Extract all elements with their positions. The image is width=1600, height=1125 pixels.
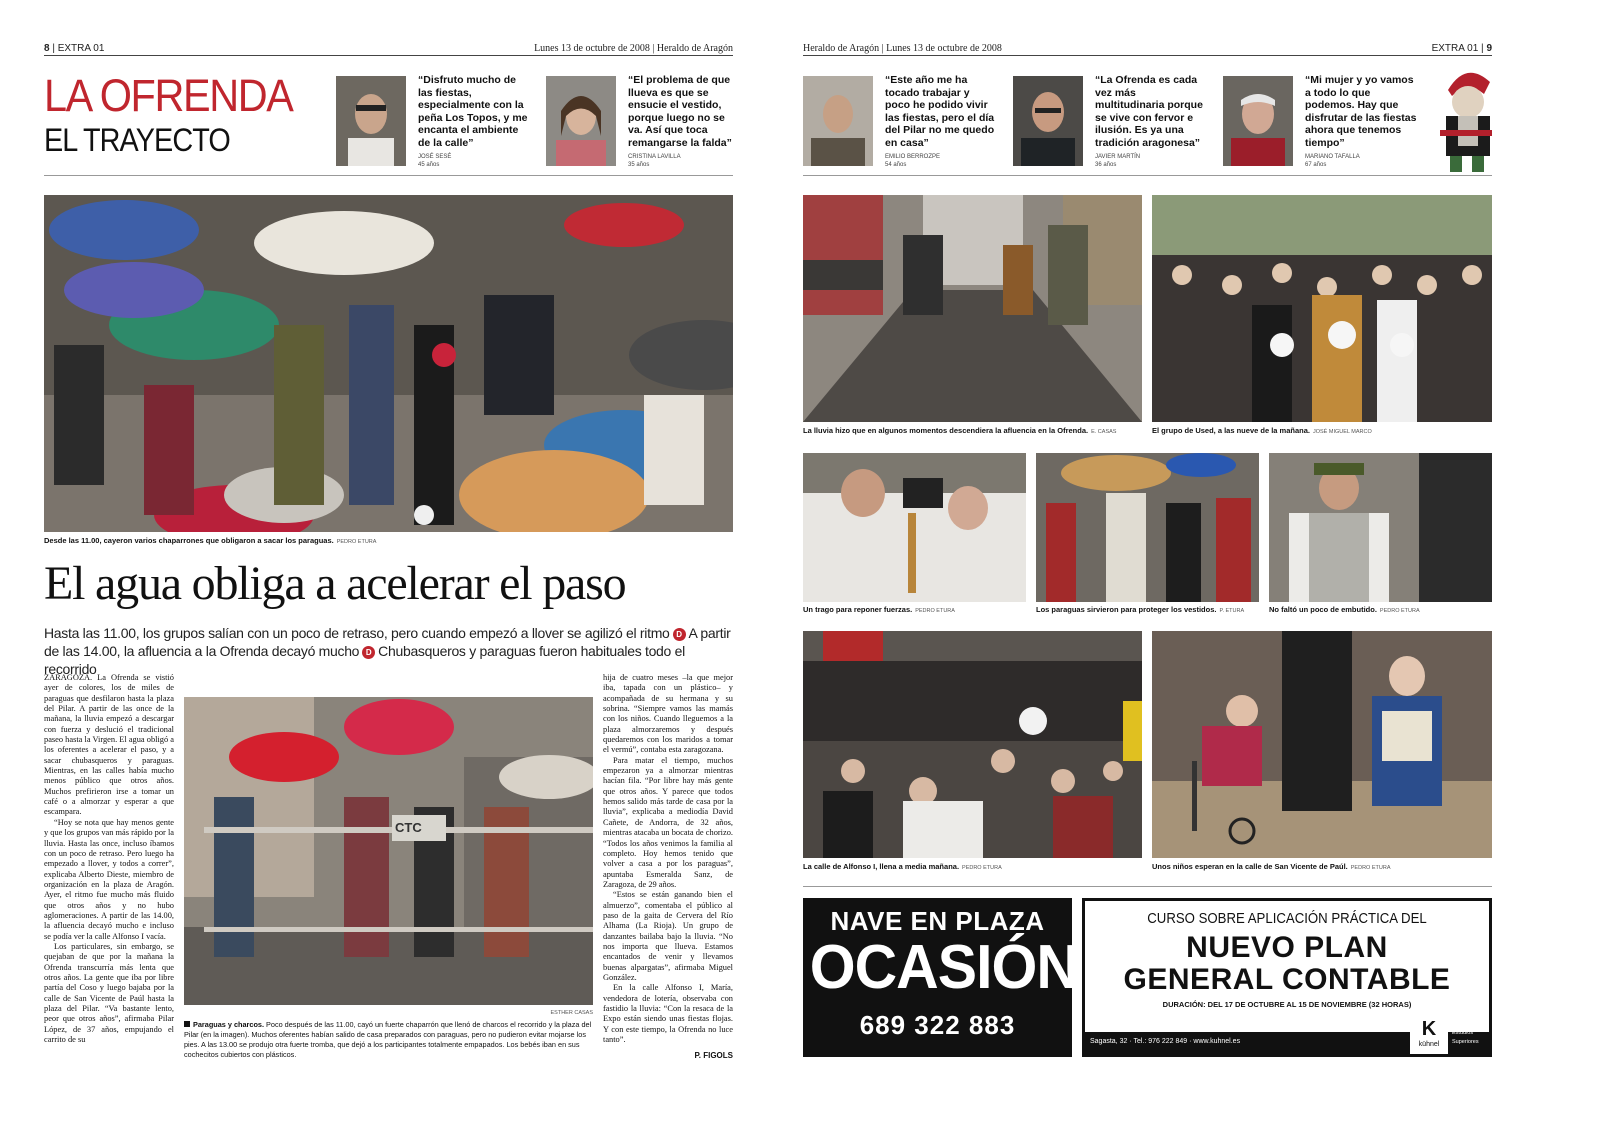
quote-author: EMILIO BERROZPE 54 años bbox=[885, 154, 941, 168]
quote-text: “El problema de que llueva es que se ensucie el vestido, porque luego no se va. Así que toca remangarse la falda” bbox=[628, 74, 732, 149]
right-folio: EXTRA 01 | 9 bbox=[1431, 43, 1492, 54]
article-paragraph: En la calle Alfonso I, María, vendedora de lotería, observaba con fastidio la lluvia: “Con la resaca de la Expo están siendo unas fiestas flojas. Y con este tiempo, la Ofrenda no luce tanto”. bbox=[603, 983, 733, 1045]
article-paragraph: Los particulares, sin embargo, se quejaban de que por la mañana la Ofrenda transcurría más lenta que otros años. La gente que iba por libre partía del Coso y luego bajaba por la calle de San Vicente de Paúl hasta la plaza del Pilar. “Va bastante lento, peor que otros años”, afirmaba Pilar López, de 37 años, empujando el carrito de su bbox=[44, 941, 174, 1045]
quote-author: JOSÉ SESÉ 45 años bbox=[418, 154, 452, 168]
d-bullet-icon: D bbox=[673, 628, 686, 641]
photo-umbrellas-dresses bbox=[1036, 453, 1259, 602]
d-bullet-icon: D bbox=[362, 646, 375, 659]
headline: El agua obliga a acelerar el paso bbox=[44, 557, 626, 610]
deck-line-3: Chubasqueros y paraguas fueron habituales todo el recorrido bbox=[44, 643, 685, 677]
portrait-mariano-tafalla bbox=[1223, 76, 1293, 166]
kuhnel-k-icon: K bbox=[1421, 1018, 1437, 1040]
article-column-1 bbox=[44, 673, 174, 1063]
article-paragraph: ZARAGOZA. La Ofrenda se vistió ayer de colores, los de miles de paraguas que desfilaron hasta la plaza del Pilar. A partir de las once de la mañana, la lluvia empezó a descargar con fuerza y deslució el tradicional paseo hasta la Virgen. El agua obligó a los oferentes a acelerar el paso, y a sacar chubasqueros y paraguas. Mientras, en las calles había mucho menos público que otros años. Muchos prefirieron irse a tomar un café o a almorzar y esperar a que escampara. bbox=[44, 673, 174, 817]
photo-caption: Unos niños esperan en la calle de San Vicente de Paúl. PEDRO ETURA bbox=[1152, 862, 1391, 871]
left-folio: 8 | EXTRA 01 bbox=[44, 43, 105, 54]
portrait-javier-martin bbox=[1013, 76, 1083, 166]
ad1-phone: 689 322 883 bbox=[859, 1010, 1016, 1040]
article-paragraph: hija de cuatro meses –la que mejor iba, tapada con un plástico– y acompañada de su hermana y su sobrina. “Siempre vamos las mamás con los niños. Cuando lleguemos a la plaza almorzaremos y después quedaremos con los maridos a tomar el vermú”, contaba esta zaragozana. bbox=[603, 673, 733, 755]
left-folio-date: Lunes 13 de octubre de 2008 | Heraldo de Aragón bbox=[534, 43, 733, 54]
ctc-sign: CTC bbox=[395, 820, 422, 835]
left-divider bbox=[44, 175, 733, 176]
ad2-contact: Sagasta, 32 · Tel.: 976 222 849 · www.kuhnel.es bbox=[1090, 1038, 1241, 1045]
square-bullet-icon bbox=[184, 1021, 190, 1027]
inner-photo-caption: Paraguas y charcos. Poco después de las 11.00, cayó un fuerte chaparrón que llenó de charcos el recorrido y la plaza del Pilar (en la imagen). Muchos oferentes habían salido de casa preparados con paraguas, pero no pudieron evitar mojarse los pies. A las 13.00 se produjo otra fuerte tromba, que dejó a los participantes totalmente empapados. Los bebés iban en sus cochecitos cubiertos con plásticos. bbox=[184, 1020, 592, 1059]
section-subtitle: EL TRAYECTO bbox=[44, 122, 230, 158]
kuhnel-logo-text: kühnel bbox=[1418, 1041, 1440, 1048]
photo-grupo-used bbox=[1152, 195, 1492, 422]
photo-caption: La calle de Alfonso I, llena a media mañana. PEDRO ETURA bbox=[803, 862, 1002, 871]
right-divider bbox=[803, 175, 1492, 176]
portrait-jose-sese bbox=[336, 76, 406, 166]
quote-text: “Disfruto mucho de las fiestas, especialmente con la peña Los Topos, y me encanta el ambiente de la calle” bbox=[418, 74, 528, 149]
byline: P. FIGOLS bbox=[694, 1051, 733, 1060]
article-column-3 bbox=[603, 673, 733, 1051]
quote-text: “Este año me ha tocado trabajar y poco he podido vivir las fiestas, pero el día del Pilar no me quedo en casa” bbox=[885, 74, 995, 149]
ad-plan-contable[interactable] bbox=[1082, 898, 1492, 1057]
photo-caption: Los paraguas sirvieron para proteger los vestidos. P. ETURA bbox=[1036, 605, 1245, 614]
quote-text: “La Ofrenda es cada vez más multitudinaria porque se vive con fervor e ilusión. Es ya una tradición aragonesa” bbox=[1095, 74, 1203, 149]
ad2-line1: CURSO SOBRE APLICACIÓN PRÁCTICA DEL bbox=[1147, 910, 1427, 927]
quote-text: “Mi mujer y yo vamos a todo lo que podemos. Hay que disfrutar de las fiestas ahora que tenemos tiempo” bbox=[1305, 74, 1417, 149]
photo-caption: No faltó un poco de embutido. PEDRO ETURA bbox=[1269, 605, 1420, 614]
ads-divider bbox=[803, 886, 1492, 887]
left-top-rule bbox=[44, 55, 733, 56]
deck bbox=[44, 624, 733, 678]
quote-author: MARIANO TAFALLA 67 años bbox=[1305, 154, 1360, 168]
photo-caption: La lluvia hizo que en algunos momentos descendiera la afluencia en la Ofrenda. E. CASAS bbox=[803, 426, 1117, 435]
kuhnel-subtitle: Centro de Estudios Superiores bbox=[1452, 1021, 1479, 1045]
photo-drinking-bota bbox=[803, 453, 1026, 602]
ad-nave-ocasion[interactable] bbox=[803, 898, 1078, 1057]
ad2-duration: DURACIÓN: DEL 17 DE OCTUBRE AL 15 DE NOVIEMBRE (32 HORAS) bbox=[1162, 1000, 1412, 1009]
ad2-panel bbox=[1085, 901, 1489, 1032]
portrait-cristina-lavilla bbox=[546, 76, 616, 166]
portrait-emilio-berrozpe bbox=[803, 76, 873, 166]
right-folio-date: Heraldo de Aragón | Lunes 13 de octubre de 2008 bbox=[803, 43, 1002, 54]
photo-caption: Un trago para reponer fuerzas. PEDRO ETURA bbox=[803, 605, 955, 614]
article-paragraph: “Estos se están ganando bien el almuerzo”, comentaba el público al paso de la gaita de Cervera del Río Alhama (La Rioja). Un grupo de danzantes bailaba bajo la lluvia. “No nos importa que llueva. Estamos encantados de venir y llevamos buenas alpargatas”, afirmaba Miguel González. bbox=[603, 890, 733, 982]
inner-photo-puddles bbox=[184, 697, 593, 1005]
ad2-line3: GENERAL CONTABLE bbox=[1123, 963, 1451, 996]
kuhnel-logo bbox=[1410, 1018, 1448, 1054]
main-photo-umbrellas bbox=[44, 195, 733, 532]
photo-caption: El grupo de Used, a las nueve de la mañana. JOSÉ MIGUEL MARCO bbox=[1152, 426, 1372, 435]
deck-line-2: A partir de las 14.00, la afluencia a la Ofrenda decayó mucho bbox=[44, 625, 731, 659]
deck-line-1: Hasta las 11.00, los grupos salían con un poco de retraso, pero cuando empezó a llover se agilizó el ritmo bbox=[44, 625, 670, 641]
ad2-line2: NUEVO PLAN bbox=[1186, 931, 1388, 964]
quote-author: CRISTINA LAVILLA 35 años bbox=[628, 154, 681, 168]
photo-embutido bbox=[1269, 453, 1492, 602]
article-paragraph: “Hoy se nota que hay menos gente y que los grupos van más rápido por la lluvia. Hasta las once, incluso íbamos con un poco de retraso. Pero luego ha empezado a llover, y todos a correr”, explicaba Alberto Dieste, miembro de organización en la plaza de Aragón. Ayer, el ritmo fue mucho más fluido que otros años y no hubo aglomeraciones. A partir de las 14.00, la afluencia decayó mucho e incluso se podía ver la calle Alfonso I vacía. bbox=[44, 817, 174, 941]
photo-rainy-street bbox=[803, 195, 1142, 422]
inner-photo-credit: ESTHER CASAS bbox=[550, 1010, 593, 1016]
article-paragraph: Para matar el tiempo, muchos empezaron ya a almorzar mientras hacían fila. “Por libre hay más gente que otros años. Y parece que todos hemos salido más tarde de casa por la lluvia”, explicaba a mediodía David Cañete, de Andorra, de 32 años, mientras atacaba un bocata de chorizo. “Todos los años venimos la familia al completo. Hoy hemos tenido que volver a casa a por los paraguas”, apuntaba Esmeralda Sanz, de Zaragoza, de 29 años. bbox=[603, 755, 733, 889]
photo-calle-alfonso bbox=[803, 631, 1142, 858]
section-title: LA OFRENDA bbox=[44, 70, 293, 121]
baturro-doll-illustration bbox=[1428, 60, 1504, 176]
ad1-line1: NAVE EN PLAZA bbox=[830, 906, 1045, 936]
photo-ninos-san-vicente bbox=[1152, 631, 1492, 858]
main-photo-caption: Desde las 11.00, cayeron varios chaparrones que obligaron a sacar los paraguas. PEDRO ETURA bbox=[44, 536, 377, 545]
quote-author: JAVIER MARTÍN 36 años bbox=[1095, 154, 1141, 168]
right-top-rule bbox=[803, 55, 1492, 56]
ad1-line2: OCASIÓN bbox=[809, 933, 1078, 1002]
